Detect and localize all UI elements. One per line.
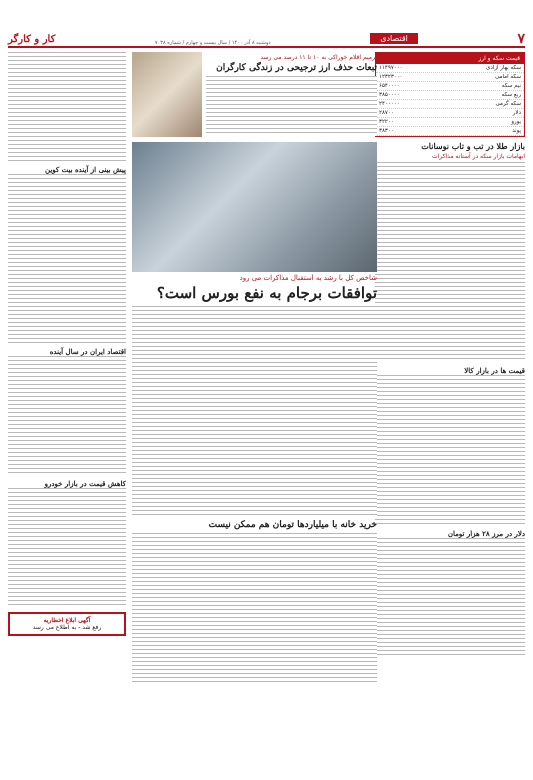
left-headline-1: پیش بینی از آینده بیت کوین	[44, 165, 126, 174]
rate-name: پوند	[512, 128, 521, 134]
rates-title: قیمت سکه و ارز	[376, 53, 524, 64]
right-body-3	[375, 538, 525, 658]
right-body	[375, 162, 525, 362]
left-body-1	[8, 52, 126, 162]
rate-value: ۱۲۳۲۳۰۰۰	[379, 74, 403, 80]
main-headline: توافقات برجام به نفع بورس است؟	[156, 284, 377, 302]
rate-row	[376, 127, 524, 136]
rate-value: ۶۵۴۰۰۰۰	[379, 83, 400, 89]
rate-row	[376, 64, 524, 73]
rates-box	[375, 52, 525, 137]
left-body-4	[8, 488, 126, 608]
right-subhead: ابهامات بازار سکه در آستانه مذاکرات	[432, 153, 525, 160]
left-headline-2: اقتصاد ایران در سال آینده	[49, 347, 126, 356]
top-headline: تبعات حذف ارز ترجیحی در زندگی کارگران	[216, 63, 377, 73]
rate-row	[376, 118, 524, 127]
left-headline-3: کاهش قیمت در بازار خودرو	[44, 479, 126, 488]
rate-name: ربع سکه	[501, 92, 521, 98]
right-story-2: قیمت ها در بازار کالا	[464, 366, 525, 375]
rate-value: ۳۸۳۰۰	[379, 128, 394, 134]
main-body	[132, 306, 377, 516]
right-headline: بازار طلا در تب و تاب نوسانات	[421, 141, 525, 151]
rate-value: ۳۲۲۰۰	[379, 119, 394, 125]
rate-name: سکه گرمی	[495, 101, 521, 107]
top-story	[132, 52, 377, 137]
rate-row	[376, 100, 524, 109]
rate-name: دلار	[512, 110, 521, 116]
right-body-2	[375, 375, 525, 525]
lower-body	[132, 533, 377, 683]
page-header	[8, 28, 525, 48]
stock-exchange-photo	[132, 142, 377, 272]
rate-row	[376, 73, 524, 82]
page-number: ۷	[517, 31, 525, 47]
ad-text: رفع شد - به اطلاع می رسد	[32, 624, 102, 631]
right-story-3: دلار در مرز ۲۸ هزار تومان	[447, 529, 525, 538]
date-line: دوشنبه ۸ آذر ۱۴۰۰ / سال بیست و چهارم / شماره ۷۰۳۸	[154, 40, 271, 46]
rate-value: ۳۸۵۰۰۰۰	[379, 92, 400, 98]
right-column	[375, 52, 525, 772]
left-body-2	[8, 174, 126, 344]
logo: کار و کارگر	[8, 34, 56, 45]
rate-row	[376, 91, 524, 100]
rate-value: ۲۴۰۰۰۰۰	[379, 101, 400, 107]
rate-row	[376, 109, 524, 118]
top-kicker: ترمیم اقلام خوراکی به ۱۰ تا ۱۱ درصد می رسد	[260, 54, 377, 61]
middle-column	[132, 52, 377, 772]
rate-name: نیم سکه	[501, 83, 521, 89]
legal-ad	[8, 612, 126, 636]
money-photo	[132, 52, 202, 137]
section-label: اقتصادی	[370, 33, 418, 44]
left-column	[8, 52, 126, 772]
rate-value: ۱۱۴۹۷۰۰۰	[379, 65, 403, 71]
rate-name: یورو	[511, 119, 521, 125]
ad-title: آگهی ابلاغ اخطاریه	[43, 617, 91, 624]
lower-headline: خرید خانه با میلیاردها تومان هم ممکن نیست	[208, 520, 377, 530]
rate-name: سکه امامی	[494, 74, 521, 80]
rate-value: ۲۸۷۰۰	[379, 110, 394, 116]
rate-name: سکه بهار آزادی	[486, 65, 521, 71]
main-kicker: شاخص کل با رشد به استقبال مذاکرات می رود	[239, 274, 377, 282]
rates-list	[376, 64, 524, 136]
rate-row	[376, 82, 524, 91]
left-body-3	[8, 356, 126, 476]
top-body	[206, 76, 377, 136]
